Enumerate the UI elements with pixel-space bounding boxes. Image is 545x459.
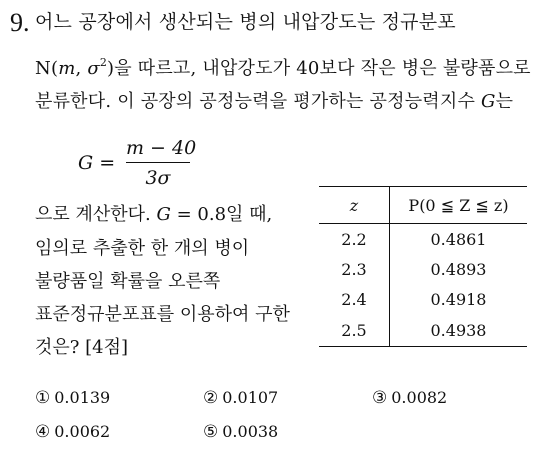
- stem-line-3: [35, 90, 513, 114]
- answer-choice-4[interactable]: [35, 421, 110, 443]
- choice-marker: ⑤: [203, 422, 219, 442]
- sigma-exponent: 2: [99, 56, 108, 69]
- body-line-1-text: 으로 계산한다.: [35, 204, 157, 225]
- body-line-2: 임의로 추출한 한 개의 병이: [35, 238, 250, 259]
- stem-line-3-end: 는: [495, 91, 514, 112]
- table-cell-probability: 0.4893: [430, 259, 487, 279]
- body-line-1: [35, 203, 272, 227]
- table-row: [319, 254, 527, 284]
- choice-value: 0.0038: [222, 422, 279, 441]
- body-g-symbol: G: [156, 204, 171, 225]
- table-row: [319, 224, 527, 255]
- table-header-row: [319, 187, 527, 224]
- standard-normal-table: [319, 186, 527, 347]
- body-line-3: 불량품일 확률을 오른쪽: [35, 271, 221, 292]
- table-cell-z: 2.4: [319, 284, 390, 314]
- table-cell-z: 2.3: [319, 254, 390, 284]
- stem-line-1: 어느 공장에서 생산되는 병의 내압강도는 정규분포: [35, 11, 456, 33]
- body-line-5: 것은? [4점]: [35, 337, 129, 358]
- formula-denominator: 3σ: [145, 167, 171, 189]
- table-cell-probability: 0.4918: [430, 289, 487, 309]
- answer-choice-2[interactable]: [203, 387, 278, 409]
- answer-choice-1[interactable]: [35, 387, 110, 409]
- choice-value: 0.0082: [391, 388, 448, 407]
- answer-choice-3[interactable]: [372, 387, 447, 409]
- g-symbol: G: [480, 91, 496, 112]
- choice-value: 0.0062: [54, 422, 111, 441]
- sigma-symbol: σ: [87, 58, 100, 79]
- formula-numerator: m − 40: [126, 137, 197, 159]
- table-cell-probability: 0.4938: [390, 314, 528, 347]
- table-cell-z: 2.5: [319, 314, 390, 347]
- table-cell-probability: 0.4861: [430, 229, 487, 249]
- choice-marker: ③: [372, 388, 388, 408]
- table-row: [319, 314, 527, 347]
- param-separator: ,: [75, 58, 88, 79]
- choice-marker: ②: [203, 388, 219, 408]
- table-cell-z: 2.2: [319, 224, 390, 255]
- mean-symbol: m: [58, 58, 76, 79]
- body-line-1-end: = 0.8일 때,: [170, 204, 273, 225]
- problem-number: 9.: [10, 8, 30, 37]
- table-header-z: z: [319, 187, 390, 224]
- answer-choice-5[interactable]: [203, 421, 278, 443]
- body-line-4: 표준정규분포표를 이용하여 구한: [35, 304, 290, 325]
- formula-g-symbol: G: [78, 152, 94, 174]
- stem-line-2: [35, 57, 531, 81]
- normal-dist-open: N(: [35, 58, 59, 79]
- formula-equals: =: [93, 152, 116, 174]
- stem-line-2-text: )을 따르고, 내압강도가 40보다 작은 병은 불량품으로: [107, 58, 531, 79]
- formula-lhs: [78, 152, 115, 174]
- fraction-bar: [126, 162, 190, 163]
- table-row: [319, 284, 527, 314]
- choice-marker: ①: [35, 388, 51, 408]
- choice-value: 0.0139: [54, 388, 111, 407]
- choice-marker: ④: [35, 422, 51, 442]
- table-header-probability: P(0 ≦ Z ≦ z): [390, 187, 528, 224]
- formula-fraction: [126, 136, 197, 190]
- stem-line-3-text: 분류한다. 이 공장의 공정능력을 평가하는 공정능력지수: [35, 91, 481, 112]
- choice-value: 0.0107: [222, 388, 279, 407]
